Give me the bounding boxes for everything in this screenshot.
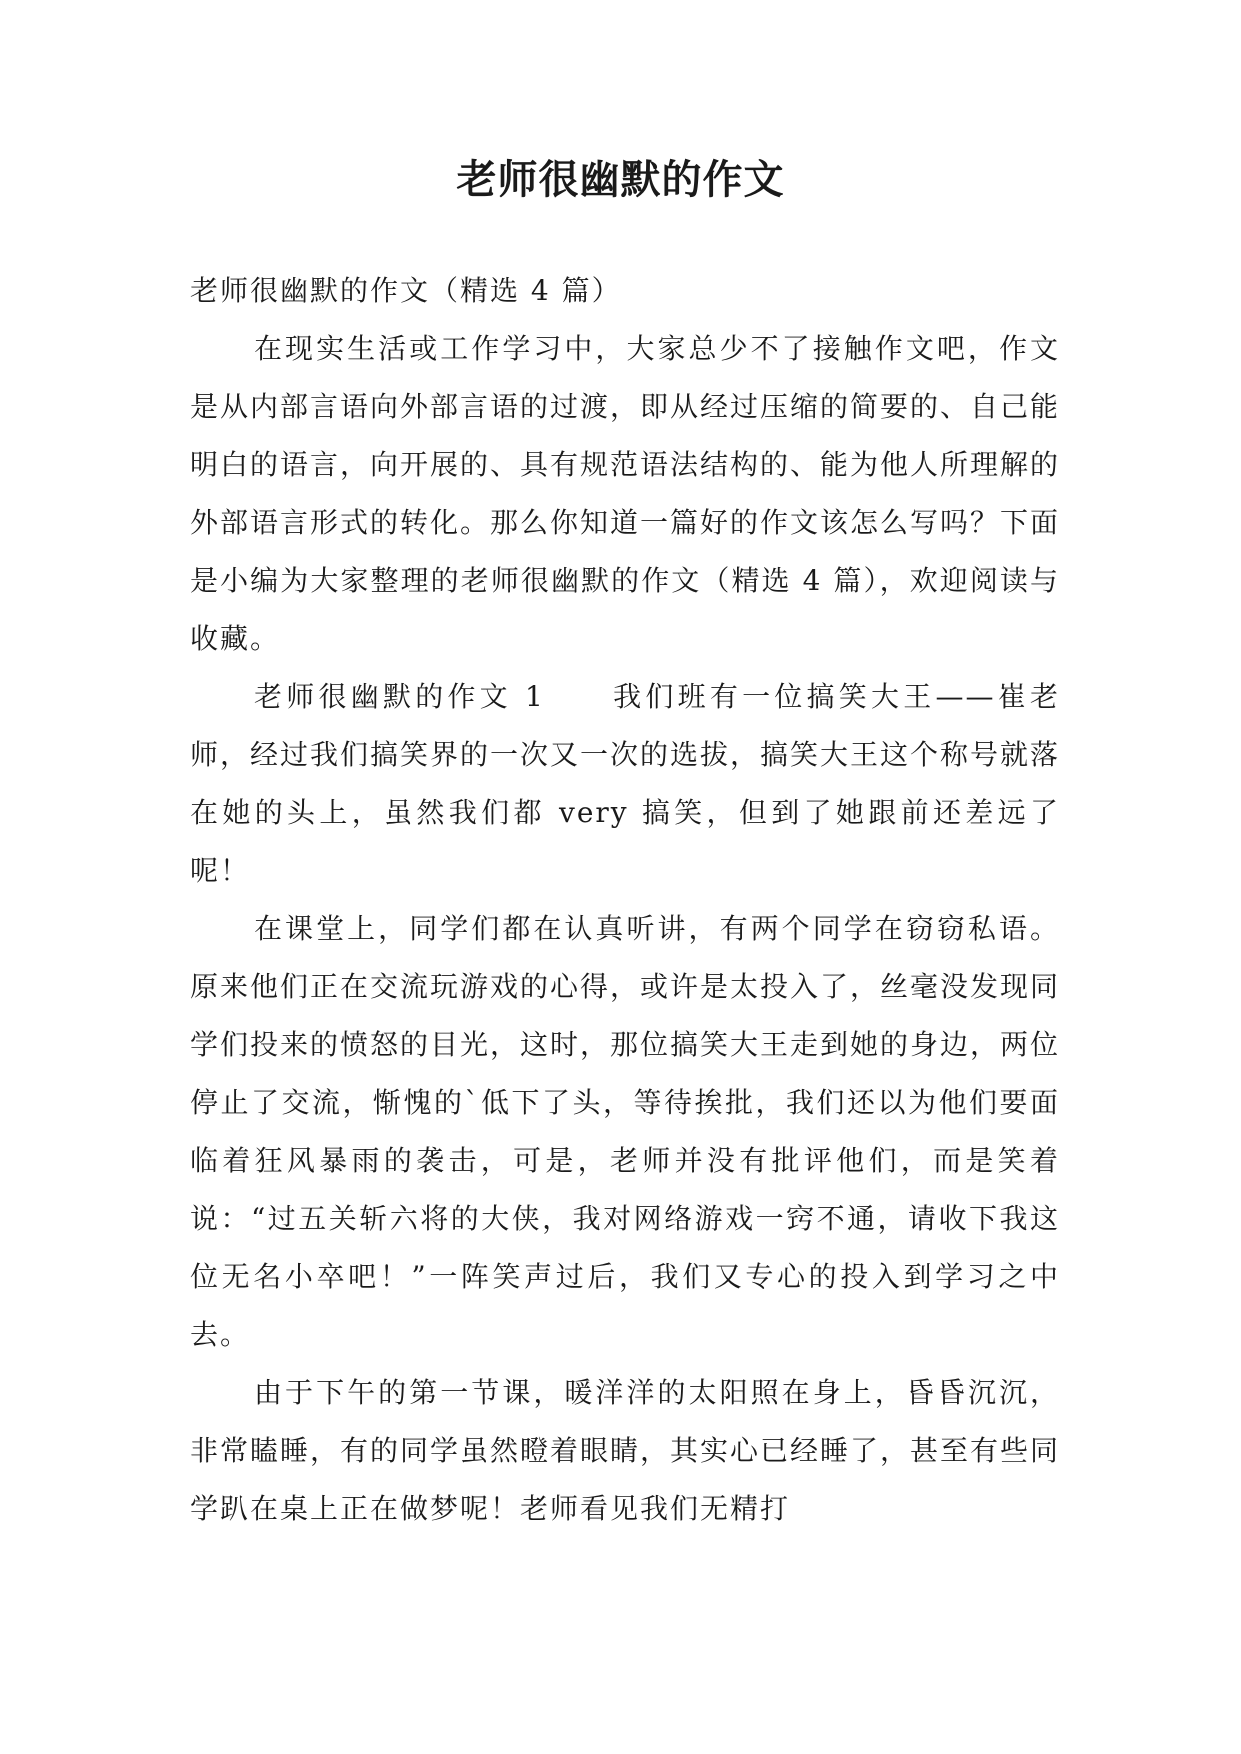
essay-1-paragraph-3: 由于下午的第一节课，暖洋洋的太阳照在身上，昏昏沉沉，非常瞌睡，有的同学虽然瞪着眼睛，其实心已经睡了，甚至有些同学趴在桌上正在做梦呢！老师看见我们无精打	[190, 1376, 1061, 1525]
intro-paragraph: 在现实生活或工作学习中，大家总少不了接触作文吧，作文是从内部言语向外部言语的过渡，即从经过压缩的简要的、自己能明白的语言，向开展的、具有规范语法结构的、能为他人所理解的外部语言形式的转化。那么你知道一篇好的作文该怎么写吗？下面是小编为大家整理的老师很幽默的作文（精选 4 篇），欢迎阅读与收藏。	[190, 332, 1061, 655]
essay-1-heading: 老师很幽默的作文 1	[254, 680, 545, 713]
document-title: 老师很幽默的作文	[456, 157, 785, 203]
essay-1-opening-paragraph	[190, 668, 1060, 900]
essay-1-paragraph-2: 在课堂上，同学们都在认真听讲，有两个同学在窃窃私语。原来他们正在交流玩游戏的心得，或许是太投入了，丝毫没发现同学们投来的愤怒的目光，这时，那位搞笑大王走到她的身边，两位停止了交流，惭愧的`低下了头，等待挨批，我们还以为他们要面临着狂风暴雨的袭击，可是，老师并没有批评他们，而是笑着说：“过五关斩六将的大侠，我对网络游戏一窍不通，请收下我这位无名小卒吧！”一阵笑声过后，我们又专心的投入到学习之中去。	[190, 912, 1061, 1351]
document-body	[190, 262, 1060, 1538]
document-subtitle: 老师很幽默的作文（精选 4 篇）	[190, 274, 622, 307]
essay-1-paragraph-1: 我们班有一位搞笑大王——崔老师，经过我们搞笑界的一次又一次的选拔，搞笑大王这个称号就落在她的头上，虽然我们都 very 搞笑，但到了她跟前还差远了呢！	[190, 680, 1061, 887]
